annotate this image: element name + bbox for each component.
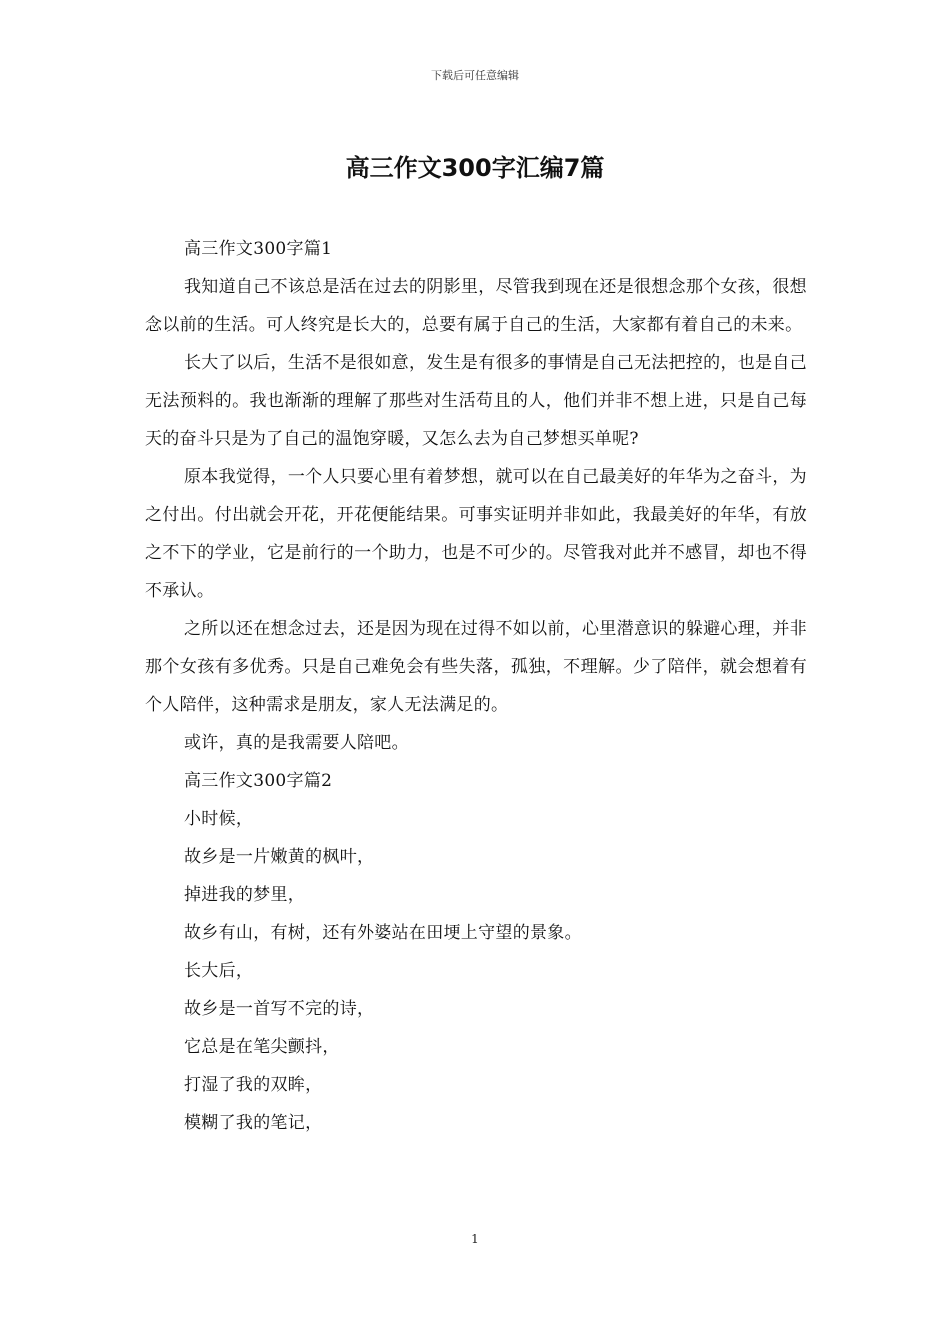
poem-line: 掉进我的梦里， [184,885,306,905]
poem-line: 故乡是一片嫩黄的枫叶， [184,847,375,867]
poem-line: 故乡是一首写不完的诗， [184,999,375,1019]
paragraph: 长大了以后，生活不是很如意，发生是有很多的事情是自己无法把控的，也是自己无法预料的。我也渐渐的理解了那些对生活苟且的人，他们并非不想上进，只是自己每天的奋斗只是为了自己的温饱穿暖，又怎么去为自己梦想买单呢? [145,353,807,449]
document-body [145,230,807,1142]
poem-line: 长大后， [184,961,254,981]
page-number: 1 [471,1232,479,1246]
section-heading-2: 高三作文300字篇2 [184,771,333,791]
poem-line: 模糊了我的笔记， [184,1113,323,1133]
paragraph: 或许，真的是我需要人陪吧。 [184,733,409,753]
poem-line: 它总是在笔尖颤抖， [184,1037,340,1057]
paragraph: 之所以还在想念过去，还是因为现在过得不如以前，心里潜意识的躲避心理，并非那个女孩有多优秀。只是自己难免会有些失落，孤独，不理解。少了陪伴，就会想着有个人陪伴，这种需求是朋友，家人无法满足的。 [145,619,807,715]
section-heading-1: 高三作文300字篇1 [184,239,333,259]
paragraph: 我知道自己不该总是活在过去的阴影里，尽管我到现在还是很想念那个女孩，很想念以前的生活。可人终究是长大的，总要有属于自己的生活，大家都有着自己的未来。 [145,277,807,335]
document-title: 高三作文300字汇编7篇 [345,154,605,182]
poem-line: 小时候， [184,809,254,829]
header-note: 下载后可任意编辑 [431,69,519,82]
poem-line: 故乡有山，有树，还有外婆站在田埂上守望的景象。 [184,923,582,943]
paragraph: 原本我觉得，一个人只要心里有着梦想，就可以在自己最美好的年华为之奋斗，为之付出。付出就会开花，开花便能结果。可事实证明并非如此，我最美好的年华，有放之不下的学业，它是前行的一个助力，也是不可少的。尽管我对此并不感冒，却也不得不承认。 [145,467,807,601]
poem-line: 打湿了我的双眸， [184,1075,323,1095]
